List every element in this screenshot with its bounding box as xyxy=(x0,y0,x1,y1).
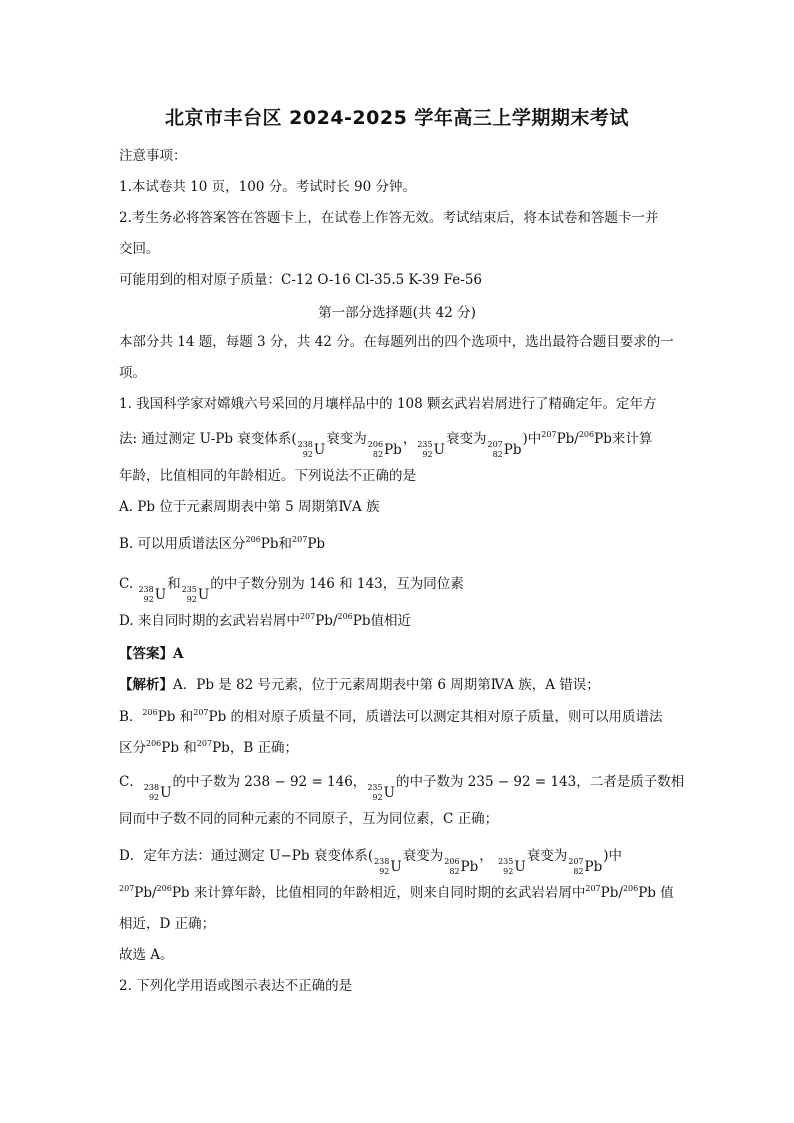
q1-explanation-d-line2: $^{207}$Pb/$^{206}$Pb 来计算年龄，比值相同的年龄相近，则来自同时期的玄武岩岩屑中$^{207}$Pb/$^{206}$Pb 值 xyxy=(119,884,674,901)
q1-stem-line3: 年龄，比值相同的年龄相近。下列说法不正确的是 xyxy=(119,468,416,484)
nuclide-u235: 235 92 U xyxy=(498,857,526,876)
q1-explanation-b-line1: B．$^{206}$Pb 和$^{207}$Pb 的相对原子质量不同，质谱法可以测定其相对原子质量，则可以用质谱法 xyxy=(119,708,663,725)
q1-answer: 【答案】A xyxy=(119,646,184,662)
nuclide-pb207: 207 82 Pb xyxy=(487,440,522,459)
nuclide-u235: 235 92 U xyxy=(367,783,395,802)
page-title: 北京市丰台区 2024-2025 学年高三上学期期末考试 xyxy=(165,107,629,129)
q1-explanation-b-line2: 区分$^{206}$Pb 和$^{207}$Pb，B 正确； xyxy=(119,739,299,756)
q1-explanation-a: 【解析】A．Pb 是 82 号元素，位于元素周期表中第 6 周期第ⅣA 族，A 错误； xyxy=(119,677,600,693)
nuclide-pb207: 207 82 Pb xyxy=(568,857,603,876)
section-title: 第一部分选择题(共 42 分) xyxy=(318,305,476,321)
q1-stem-line1: 1. 我国科学家对嫦娥六号采回的月壤样品中的 108 颗玄武岩岩屑进行了精确定年。定年方 xyxy=(119,396,657,412)
q2-stem: 2. 下列化学用语或图示表达不正确的是 xyxy=(119,978,353,994)
nuclide-u238: 238 92 U xyxy=(297,440,326,459)
q1-explanation-c-line1: C． 238 92 U 的中子数为 238 − 92 = 146， 235 92 U 的中子数为 235 − 92 = 143，二者是质子数相 xyxy=(119,774,685,802)
section-intro-2: 项。 xyxy=(119,365,146,381)
notice-heading: 注意事项： xyxy=(119,148,187,164)
notice-item-2b: 交回。 xyxy=(119,241,160,257)
q1-option-c: C. 238 92 U 和 235 92 U 的中子数分别为 146 和 143，互为同位素 xyxy=(119,576,464,604)
q1-explanation-d-line1: D．定年方法：通过测定 U−Pb 衰变体系( 238 92 U 衰变为 206 82 Pb ， 235 92 U 衰变为 207 82 Pb )中 xyxy=(119,848,623,876)
q1-explanation-d-line3: 相近，D 正确； xyxy=(119,916,216,932)
q1-option-b: B. 可以用质谱法区分$^{206}$Pb和$^{207}$Pb xyxy=(119,535,326,552)
q1-option-d: D. 来自同时期的玄武岩岩屑中$^{207}$Pb/$^{206}$Pb值相近 xyxy=(119,612,412,629)
nuclide-pb206: 206 82 Pb xyxy=(444,857,479,876)
nuclide-u238: 238 92 U xyxy=(374,857,402,876)
notice-item-1: 1.本试卷共 10 页，100 分。考试时长 90 分钟。 xyxy=(119,179,416,195)
section-intro-1: 本部分共 14 题，每题 3 分，共 42 分。在每题列出的四个选项中，选出最符合题目要求的一 xyxy=(119,334,674,350)
notice-item-2a: 2.考生务必将答案答在答题卡上，在试卷上作答无效。考试结束后，将本试卷和答题卡一并 xyxy=(119,210,659,226)
nuclide-pb206: 206 82 Pb xyxy=(367,440,402,459)
q1-conclusion: 故选 A。 xyxy=(119,947,174,963)
q1-stem-line2: 法: 通过测定 U-Pb 衰变体系( 238 92 U 衰变为 206 82 Pb ， 235 92 U 衰变为 207 82 Pb )中$^{207}$Pb/$^{206}$Pb来计算 xyxy=(119,430,653,459)
nuclide-u235: 235 92 U xyxy=(417,440,445,459)
nuclide-u238: 238 92 U xyxy=(138,585,167,604)
nuclide-u235: 235 92 U xyxy=(181,585,210,604)
atomic-masses: 可能用到的相对原子质量：C-12 O-16 Cl-35.5 K-39 Fe-56 xyxy=(119,272,483,288)
nuclide-u238: 238 92 U xyxy=(143,783,172,802)
q1-explanation-c-line2: 同而中子数不同的同种元素的不同原子，互为同位素，C 正确； xyxy=(119,811,499,827)
q1-option-a: A. Pb 位于元素周期表中第 5 周期第ⅣA 族 xyxy=(119,499,380,515)
